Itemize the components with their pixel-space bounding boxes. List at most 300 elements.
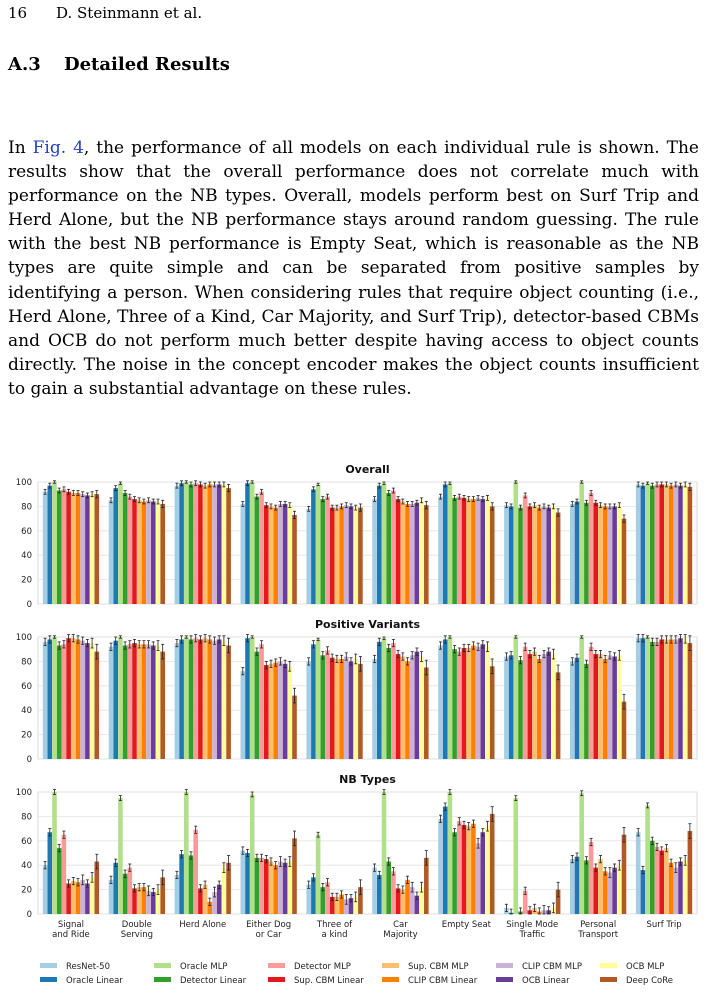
- bar: [118, 637, 123, 759]
- bar: [448, 637, 453, 759]
- bar: [353, 508, 358, 604]
- bar: [650, 642, 655, 759]
- bar: [217, 885, 222, 914]
- bar: [146, 644, 151, 759]
- bar: [118, 483, 123, 604]
- bar: [509, 655, 514, 759]
- bar: [339, 506, 344, 604]
- bar: [443, 639, 448, 759]
- bar: [438, 646, 443, 759]
- bar: [391, 643, 396, 759]
- bar: [678, 638, 683, 759]
- bar: [575, 502, 580, 604]
- bar: [438, 497, 443, 604]
- bar: [659, 639, 664, 759]
- bar: [160, 504, 165, 604]
- bar: [622, 835, 627, 914]
- legend-swatch: [600, 963, 617, 968]
- bar: [514, 637, 519, 759]
- bar: [405, 661, 410, 759]
- bar: [617, 655, 622, 759]
- bar: [137, 644, 142, 759]
- bar: [278, 862, 283, 914]
- bar: [523, 647, 528, 759]
- bar: [401, 657, 406, 759]
- legend-swatch: [40, 963, 57, 968]
- bar: [241, 851, 246, 914]
- bar: [396, 654, 401, 759]
- bar: [245, 853, 250, 914]
- bar: [76, 493, 81, 604]
- y-tick-label: 60: [21, 836, 32, 847]
- bar: [85, 884, 90, 915]
- bar: [128, 497, 133, 604]
- bar: [43, 865, 48, 914]
- bar: [636, 484, 641, 604]
- bar: [556, 513, 561, 605]
- bar: [594, 654, 599, 759]
- bar: [688, 643, 693, 759]
- bar: [222, 868, 227, 914]
- bar: [335, 659, 340, 759]
- x-tick-label: Empty Seat: [441, 920, 491, 930]
- bar: [123, 874, 128, 914]
- bar: [85, 643, 90, 759]
- x-tick-label: Car Majority: [383, 920, 418, 940]
- bar: [283, 504, 288, 604]
- bar: [273, 663, 278, 759]
- bar: [575, 857, 580, 914]
- bar: [612, 506, 617, 604]
- legend-label: Oracle Linear: [66, 976, 123, 986]
- bar: [382, 638, 387, 759]
- bar: [76, 639, 81, 759]
- bar: [175, 486, 180, 604]
- bar: [645, 805, 650, 914]
- y-tick-label: 80: [21, 657, 32, 668]
- bar: [109, 500, 114, 604]
- bar: [570, 859, 575, 914]
- bar: [217, 639, 222, 759]
- bar: [52, 637, 57, 759]
- bar: [419, 657, 424, 759]
- bar: [542, 654, 547, 759]
- bar: [636, 832, 641, 914]
- bar: [71, 493, 76, 604]
- bar: [556, 672, 561, 759]
- bar: [669, 486, 674, 604]
- bar: [678, 486, 683, 604]
- legend-label: Detector Linear: [180, 976, 247, 986]
- y-tick-label: 100: [15, 478, 32, 488]
- bar: [664, 848, 669, 914]
- bar: [372, 499, 377, 604]
- bar: [386, 648, 391, 759]
- y-tick-label: 100: [15, 633, 32, 643]
- bar: [128, 644, 133, 759]
- bar: [193, 638, 198, 759]
- bar: [664, 484, 669, 604]
- y-tick-label: 0: [26, 755, 32, 765]
- bar: [457, 652, 462, 759]
- bar: [123, 493, 128, 604]
- bar: [311, 489, 316, 604]
- bar: [325, 650, 330, 759]
- section-number: A.3: [8, 54, 41, 75]
- bar: [48, 639, 53, 759]
- bar: [396, 499, 401, 604]
- bar: [655, 484, 660, 604]
- bar: [570, 661, 575, 759]
- bar: [264, 505, 269, 604]
- bar: [109, 880, 114, 914]
- bar: [674, 484, 679, 604]
- bar: [358, 508, 363, 604]
- bar: [193, 483, 198, 604]
- bar: [226, 488, 231, 604]
- bar: [594, 503, 599, 604]
- bar: [457, 821, 462, 914]
- bar: [269, 506, 274, 604]
- bar: [203, 638, 208, 759]
- bar: [641, 486, 646, 604]
- bar: [71, 638, 76, 759]
- chart-panel-3: [16, 773, 697, 940]
- bar: [330, 658, 335, 759]
- legend-label: Oracle MLP: [180, 962, 228, 972]
- legend-swatch: [600, 977, 617, 982]
- section-title: Detailed Results: [64, 54, 230, 75]
- bar: [193, 830, 198, 914]
- chart-panel-2: [16, 618, 697, 765]
- chart-panel-1: [16, 463, 697, 610]
- legend-swatch: [496, 977, 513, 982]
- legend-swatch: [154, 963, 171, 968]
- bar: [80, 641, 85, 759]
- bar: [132, 499, 137, 604]
- bar: [466, 826, 471, 914]
- bar: [264, 665, 269, 759]
- bar: [95, 862, 100, 914]
- bar: [259, 858, 264, 914]
- running-head: D. Steinmann et al.: [56, 4, 203, 22]
- bar: [76, 882, 81, 914]
- legend-label: Deep CoRe: [626, 976, 673, 986]
- bar: [321, 499, 326, 604]
- bar: [537, 659, 542, 759]
- bar: [95, 652, 100, 759]
- x-tick-label: Three of a kind: [316, 920, 353, 940]
- legend-label: CLIP CBM MLP: [522, 962, 583, 972]
- bar: [372, 659, 377, 759]
- bar: [471, 646, 476, 759]
- paragraph-text: , the performance of all models on each individual rule is shown. The results show that the overall performance does not correlate much with performance on the NB types. Overall, models perform best on Surf Trip and Herd Alone, but the NB performance stays around random guessing. The rule with the best NB performance is Empty Seat, which is reasonable as the NB types are quite simple and can be separated from positive samples by identifying a person. When considering rules that require object counting (i.e., Herd Alone, Three of a Kind, Car Majority, and Surf Trip), detector-based CBMs and OCB do not perform much better despite having access to object counts directly. The noise in the concept encoder makes the object counts insufficient to gain a substantial advantage on these rules.: [8, 138, 699, 399]
- bar: [424, 858, 429, 914]
- bar: [349, 506, 354, 604]
- bar: [603, 506, 608, 604]
- bar: [532, 652, 537, 759]
- legend: [40, 962, 673, 986]
- bar: [419, 500, 424, 604]
- bar: [462, 825, 467, 914]
- results-figure: [0, 458, 707, 996]
- bar: [179, 639, 184, 759]
- bar: [655, 847, 660, 914]
- bar: [466, 648, 471, 759]
- bar: [146, 500, 151, 604]
- bar: [617, 505, 622, 604]
- bar: [443, 807, 448, 914]
- bar: [386, 862, 391, 914]
- bar: [608, 506, 613, 604]
- bar: [598, 505, 603, 604]
- bar: [481, 499, 486, 604]
- plot-area: [38, 792, 697, 914]
- bar: [203, 885, 208, 914]
- x-tick-label: Surf Trip: [646, 920, 682, 930]
- bar: [608, 873, 613, 914]
- legend-label: CLIP CBM Linear: [408, 976, 478, 986]
- bar: [339, 659, 344, 759]
- bar: [71, 881, 76, 914]
- bar: [335, 508, 340, 604]
- bar: [485, 498, 490, 604]
- bar: [118, 798, 123, 914]
- bar: [80, 494, 85, 604]
- bar: [250, 794, 255, 914]
- bar: [401, 502, 406, 604]
- bar: [222, 484, 227, 604]
- bar: [151, 646, 156, 759]
- bar: [532, 505, 537, 604]
- bar: [66, 884, 71, 915]
- bar: [523, 495, 528, 604]
- bar: [443, 484, 448, 604]
- bar: [283, 863, 288, 914]
- y-tick-label: 40: [21, 706, 32, 717]
- bar: [650, 486, 655, 604]
- legend-swatch: [40, 977, 57, 982]
- body-paragraph: [8, 136, 699, 401]
- bar: [598, 654, 603, 759]
- legend-label: Sup. CBM MLP: [408, 962, 469, 972]
- bar: [184, 482, 189, 604]
- bar: [612, 657, 617, 759]
- bar: [132, 643, 137, 759]
- bar: [217, 484, 222, 604]
- bar: [255, 497, 260, 604]
- legend-swatch: [496, 963, 513, 968]
- bar: [288, 505, 293, 604]
- plot-area: [38, 482, 697, 604]
- bar: [462, 648, 467, 759]
- bar: [325, 882, 330, 914]
- bar: [377, 642, 382, 759]
- bar: [382, 792, 387, 914]
- bar: [683, 484, 688, 604]
- bar: [222, 641, 227, 759]
- bar: [678, 862, 683, 914]
- bar: [514, 798, 519, 914]
- bar: [278, 504, 283, 604]
- bar: [349, 661, 354, 759]
- bar: [269, 664, 274, 759]
- bar: [674, 639, 679, 759]
- bar: [278, 661, 283, 759]
- bar: [537, 508, 542, 604]
- y-tick-label: 60: [21, 526, 32, 537]
- bar: [509, 506, 514, 604]
- bar: [344, 657, 349, 759]
- bar: [448, 483, 453, 604]
- bar: [415, 652, 420, 759]
- bar: [617, 865, 622, 914]
- bar: [452, 832, 457, 914]
- y-tick-label: 20: [21, 730, 32, 741]
- bar: [490, 814, 495, 914]
- bar: [203, 486, 208, 604]
- bar: [62, 644, 67, 759]
- bar: [382, 483, 387, 604]
- y-tick-label: 60: [21, 681, 32, 692]
- bar: [377, 486, 382, 604]
- bar: [485, 826, 490, 914]
- bar: [184, 637, 189, 759]
- bar: [288, 666, 293, 759]
- bar: [142, 502, 147, 604]
- bar: [683, 638, 688, 759]
- bar: [659, 484, 664, 604]
- bar: [584, 664, 589, 759]
- figure-link[interactable]: Fig. 4: [32, 138, 84, 158]
- legend-label: ResNet-50: [66, 962, 110, 972]
- plot-area: [38, 637, 697, 759]
- bar: [184, 792, 189, 914]
- bar: [208, 639, 213, 759]
- bar: [306, 885, 311, 914]
- bar: [316, 639, 321, 759]
- x-tick-label: Double Serving: [120, 920, 153, 940]
- bar: [288, 862, 293, 914]
- bar: [255, 858, 260, 914]
- bar: [603, 871, 608, 914]
- bar: [514, 482, 519, 604]
- section-heading: [8, 54, 230, 75]
- bar: [245, 638, 250, 759]
- bar: [452, 649, 457, 759]
- bar: [90, 877, 95, 914]
- bar: [137, 500, 142, 604]
- bar: [189, 484, 194, 604]
- bar: [579, 793, 584, 914]
- legend-label: Detector MLP: [294, 962, 351, 972]
- bar: [156, 646, 161, 759]
- bar: [142, 644, 147, 759]
- bar: [579, 637, 584, 759]
- bar: [212, 484, 217, 604]
- bar: [259, 644, 264, 759]
- bar: [316, 835, 321, 914]
- bar: [528, 506, 533, 604]
- bar: [311, 644, 316, 759]
- bar: [410, 655, 415, 759]
- legend-swatch: [268, 963, 285, 968]
- bar: [113, 863, 118, 914]
- bar: [306, 509, 311, 604]
- bar: [415, 503, 420, 604]
- bar: [66, 492, 71, 604]
- bar: [641, 638, 646, 759]
- bar: [664, 639, 669, 759]
- bar: [226, 646, 231, 759]
- bar: [273, 865, 278, 914]
- bar: [476, 498, 481, 604]
- x-tick-label: Personal Transport: [578, 920, 619, 940]
- bar: [372, 868, 377, 914]
- x-tick-label: Herd Alone: [179, 920, 227, 930]
- bar: [175, 643, 180, 759]
- panel-title: Overall: [345, 463, 390, 476]
- bar: [292, 696, 297, 759]
- bar: [179, 483, 184, 604]
- bar: [95, 494, 100, 604]
- bar: [156, 502, 161, 604]
- legend-label: OCB Linear: [522, 976, 570, 986]
- legend-label: OCB MLP: [626, 962, 665, 972]
- bar: [546, 652, 551, 759]
- bar: [457, 497, 462, 604]
- bar: [490, 506, 495, 604]
- bar: [330, 508, 335, 604]
- bar: [636, 638, 641, 759]
- bar: [504, 505, 509, 604]
- bar: [66, 638, 71, 759]
- bar: [212, 641, 217, 759]
- bar: [358, 664, 363, 759]
- bar: [113, 641, 118, 759]
- bar: [622, 519, 627, 604]
- bar: [128, 868, 133, 914]
- bar: [424, 668, 429, 760]
- y-tick-label: 40: [21, 551, 32, 562]
- bar: [452, 498, 457, 604]
- bar: [255, 652, 260, 759]
- bar: [612, 868, 617, 914]
- bar: [584, 503, 589, 604]
- bar: [292, 515, 297, 604]
- panel-title: Positive Variants: [314, 618, 421, 631]
- bar: [250, 637, 255, 759]
- bar: [476, 647, 481, 759]
- y-tick-label: 20: [21, 575, 32, 586]
- bar: [683, 860, 688, 914]
- bar: [250, 482, 255, 604]
- bar: [466, 499, 471, 604]
- bar: [57, 491, 62, 604]
- bar: [43, 642, 48, 759]
- bar: [570, 504, 575, 604]
- y-tick-label: 0: [26, 910, 32, 920]
- bar: [57, 848, 62, 914]
- bar: [283, 664, 288, 759]
- legend-label: Sup. CBM Linear: [294, 976, 364, 986]
- bar: [584, 860, 589, 914]
- bar: [391, 491, 396, 604]
- bar: [189, 855, 194, 914]
- bar: [603, 659, 608, 759]
- x-tick-label: Either Dog or Car: [246, 920, 292, 940]
- bar: [123, 646, 128, 759]
